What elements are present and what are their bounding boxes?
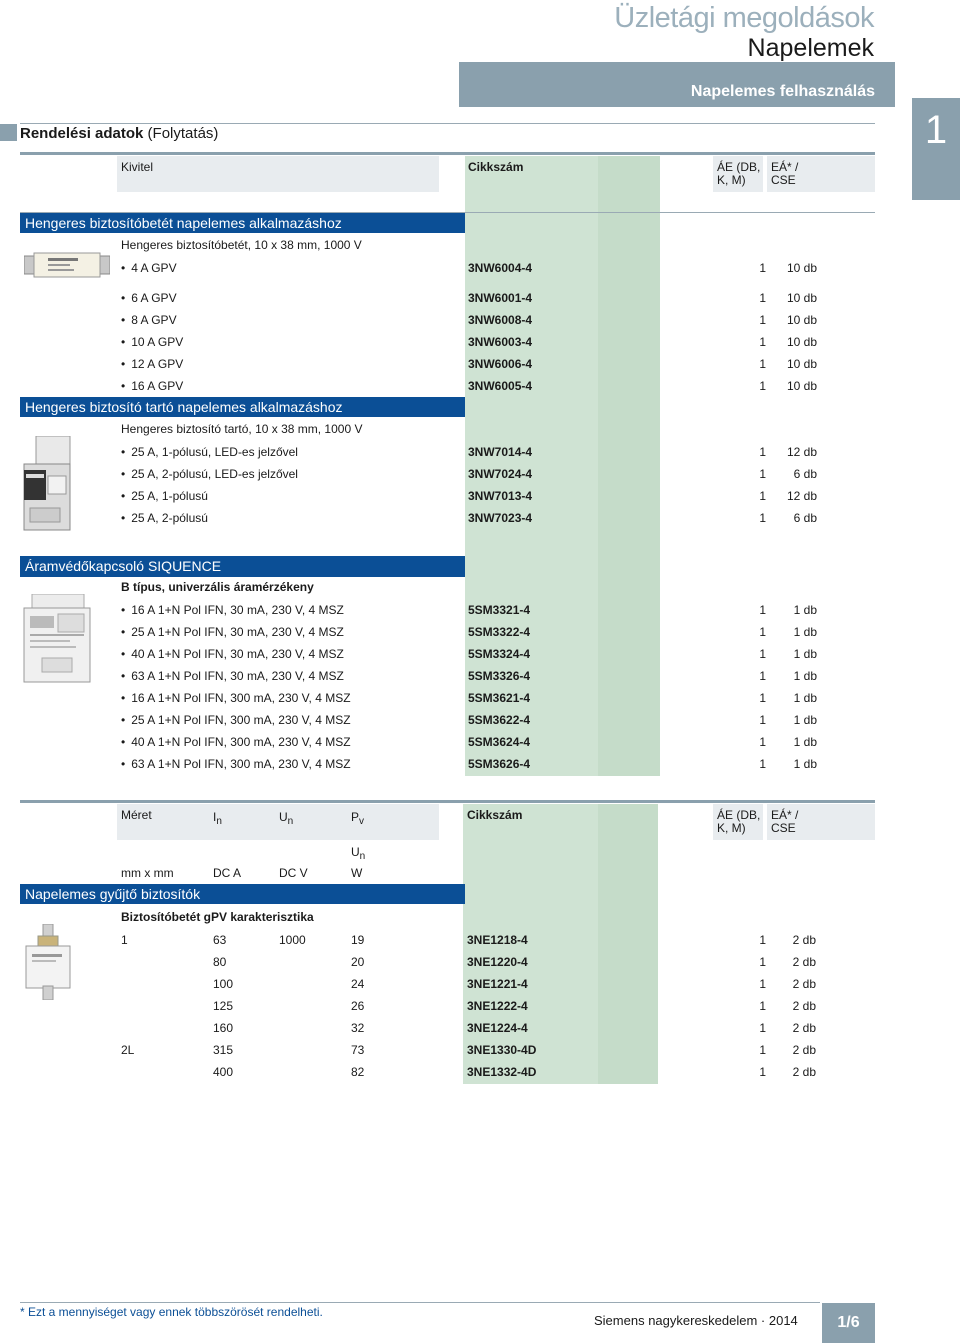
row-code: 3NW7013-4 xyxy=(468,489,533,503)
row-qty: 1 xyxy=(759,603,766,617)
row-desc: • 8 A GPV xyxy=(121,313,177,327)
row-code: 3NW6005-4 xyxy=(468,379,533,393)
row-pack: 2 db xyxy=(792,1021,816,1035)
page-number: 1/6 xyxy=(822,1303,875,1343)
row-pack: 1 db xyxy=(793,625,817,639)
row-desc: • 4 A GPV xyxy=(121,261,177,275)
row-pv: 20 xyxy=(351,955,365,969)
section-subtitle: Hengeres biztosítóbetét, 10 x 38 mm, 1000 V xyxy=(121,238,362,252)
row-code: 3NW6008-4 xyxy=(468,313,533,327)
col-ae: ÁE (DB, xyxy=(717,160,761,174)
row-code: 3NW7014-4 xyxy=(468,445,533,459)
unit-un: DC V xyxy=(279,866,308,880)
row-pack: 1 db xyxy=(793,669,817,683)
col-un xyxy=(279,810,293,829)
row-desc: • 40 A 1+N Pol IFN, 30 mA, 230 V, 4 MSZ xyxy=(121,647,344,661)
title-marker xyxy=(0,124,17,141)
row-code: 5SM3626-4 xyxy=(468,757,531,771)
row-desc: • 25 A, 1-pólusú xyxy=(121,489,208,503)
col-kivitel: Kivitel xyxy=(121,160,154,174)
row-code: 3NW7023-4 xyxy=(468,511,533,525)
unit-in: DC A xyxy=(213,866,242,880)
section-title: Napelemes gyűjtő biztosítók xyxy=(20,884,465,904)
row-pack: 10 db xyxy=(786,313,817,327)
col-ae-2: K, M) xyxy=(717,173,746,187)
row-pv: 24 xyxy=(351,977,365,991)
col-meret: Méret xyxy=(121,808,152,822)
col-un2-sub: n xyxy=(359,851,366,862)
row-desc: • 16 A 1+N Pol IFN, 300 mA, 230 V, 4 MSZ xyxy=(121,691,351,705)
fuse-cartridge-image xyxy=(24,252,110,278)
row-desc: • 6 A GPV xyxy=(121,291,177,305)
header-title: Üzletági megoldások xyxy=(614,2,874,34)
row-code: 3NE1221-4 xyxy=(467,977,528,991)
row-qty: 1 xyxy=(759,625,766,639)
row-qty: 1 xyxy=(759,713,766,727)
col-in-sub: n xyxy=(216,816,222,827)
row-pack: 2 db xyxy=(792,955,816,969)
table2-header-bg xyxy=(117,804,439,840)
row-desc: • 16 A GPV xyxy=(121,379,183,393)
fuse-holder-image xyxy=(22,436,72,532)
row-qty: 1 xyxy=(759,357,766,371)
footer-rule xyxy=(20,1302,820,1303)
section-subtitle: B típus, univerzális áramérzékeny xyxy=(121,580,314,594)
row-desc: • 40 A 1+N Pol IFN, 300 mA, 230 V, 4 MSZ xyxy=(121,735,351,749)
row-qty: 1 xyxy=(759,1021,766,1035)
row-un: 1000 xyxy=(279,933,306,947)
row-pack: 1 db xyxy=(793,713,817,727)
row-in: 400 xyxy=(213,1065,234,1079)
row-desc: • 25 A, 2-pólusú, LED-es jelzővel xyxy=(121,467,298,481)
col-un2-label: U xyxy=(351,845,360,859)
row-pack: 1 db xyxy=(793,603,817,617)
row-desc: • 16 A 1+N Pol IFN, 30 mA, 230 V, 4 MSZ xyxy=(121,603,344,617)
row-code: 3NW6001-4 xyxy=(468,291,533,305)
row-pack: 2 db xyxy=(792,1065,816,1079)
col-cikkszam: Cikkszám xyxy=(467,808,523,822)
row-qty: 1 xyxy=(759,511,766,525)
nh-fuse-image xyxy=(24,924,72,1000)
col-ea-2: CSE xyxy=(771,173,796,187)
row-pack: 1 db xyxy=(793,691,817,705)
row-pack: 2 db xyxy=(792,999,816,1013)
row-code: 3NE1218-4 xyxy=(467,933,528,947)
row-qty: 1 xyxy=(759,335,766,349)
row-qty: 1 xyxy=(759,291,766,305)
row-code: 5SM3621-4 xyxy=(468,691,531,705)
row-desc: • 25 A 1+N Pol IFN, 300 mA, 230 V, 4 MSZ xyxy=(121,713,351,727)
row-pack: 6 db xyxy=(793,467,817,481)
row-pack: 10 db xyxy=(786,291,817,305)
row-qty: 1 xyxy=(759,691,766,705)
section-title: Hengeres biztosítóbetét napelemes alkalmazáshoz xyxy=(20,213,465,233)
col-ae: ÁE (DB, xyxy=(717,808,761,822)
row-in: 315 xyxy=(213,1043,234,1057)
row-desc: • 63 A 1+N Pol IFN, 30 mA, 230 V, 4 MSZ xyxy=(121,669,344,683)
row-qty: 1 xyxy=(759,933,766,947)
row-code: 5SM3326-4 xyxy=(468,669,531,683)
row-pack: 1 db xyxy=(793,757,817,771)
section-band xyxy=(459,62,895,107)
section-title: Hengeres biztosító tartó napelemes alkalmazáshoz xyxy=(20,397,465,417)
row-desc: • 25 A 1+N Pol IFN, 30 mA, 230 V, 4 MSZ xyxy=(121,625,344,639)
section-subtitle: Biztosítóbetét gPV karakterisztika xyxy=(121,910,314,924)
col-pv-label: P xyxy=(351,810,360,824)
unit-meret: mm x mm xyxy=(121,866,174,880)
row-qty: 1 xyxy=(759,735,766,749)
order-title-bold: Rendelési adatok xyxy=(20,125,144,142)
row-qty: 1 xyxy=(759,379,766,393)
col-un-label: U xyxy=(279,810,288,824)
row-code: 3NE1220-4 xyxy=(467,955,528,969)
order-title-rest: (Folytatás) xyxy=(143,125,219,142)
row-code: 5SM3321-4 xyxy=(468,603,531,617)
row-in: 63 xyxy=(213,933,227,947)
header-subtitle: Napelemek xyxy=(747,34,874,62)
section-band-label: Napelemes felhasználás xyxy=(690,83,875,100)
row-in: 160 xyxy=(213,1021,234,1035)
row-in: 125 xyxy=(213,999,234,1013)
col-un2 xyxy=(351,845,365,864)
section-title: Áramvédőkapcsoló SIQUENCE xyxy=(20,556,465,577)
row-qty: 1 xyxy=(759,1065,766,1079)
row-pv: 73 xyxy=(351,1043,365,1057)
row-pack: 2 db xyxy=(792,1043,816,1057)
row-qty: 1 xyxy=(759,977,766,991)
col-pv xyxy=(351,810,364,829)
row-size: 1 xyxy=(121,933,128,947)
row-desc: • 63 A 1+N Pol IFN, 300 mA, 230 V, 4 MSZ xyxy=(121,757,351,771)
table2-code-column-extra xyxy=(598,804,658,1084)
chapter-tab: 1 xyxy=(912,98,960,200)
row-pack: 1 db xyxy=(793,735,817,749)
row-qty: 1 xyxy=(759,445,766,459)
col-in xyxy=(213,810,222,829)
row-pack: 10 db xyxy=(786,335,817,349)
order-title xyxy=(20,125,218,142)
row-code: 3NW6004-4 xyxy=(468,261,533,275)
row-qty: 1 xyxy=(759,1043,766,1057)
row-code: 5SM3624-4 xyxy=(468,735,531,749)
row-pv: 82 xyxy=(351,1065,365,1079)
col-ae-2: K, M) xyxy=(717,821,746,835)
row-qty: 1 xyxy=(759,467,766,481)
section-subtitle: Hengeres biztosító tartó, 10 x 38 mm, 1000 V xyxy=(121,422,363,436)
row-qty: 1 xyxy=(759,669,766,683)
row-code: 3NE1224-4 xyxy=(467,1021,528,1035)
row-qty: 1 xyxy=(759,261,766,275)
row-qty: 1 xyxy=(759,313,766,327)
row-pv: 32 xyxy=(351,1021,365,1035)
col-un-sub: n xyxy=(287,816,294,827)
row-pack: 10 db xyxy=(786,261,817,275)
row-pack: 2 db xyxy=(792,977,816,991)
table1-kivitel-header-bg xyxy=(117,156,439,192)
col-pv-sub: v xyxy=(359,816,365,827)
unit-pv: W xyxy=(351,866,363,880)
row-pack: 2 db xyxy=(792,933,816,947)
row-code: 3NE1332-4D xyxy=(467,1065,537,1079)
col-ea: EÁ* / xyxy=(771,160,799,174)
row-code: 5SM3322-4 xyxy=(468,625,531,639)
row-code: 3NE1222-4 xyxy=(467,999,528,1013)
row-pack: 6 db xyxy=(793,511,817,525)
title-divider xyxy=(20,123,875,124)
col-cikkszam: Cikkszám xyxy=(468,160,524,174)
col-in-label: I xyxy=(213,810,217,824)
row-code: 3NW6006-4 xyxy=(468,357,533,371)
row-code: 3NE1330-4D xyxy=(467,1043,537,1057)
col-ea: EÁ* / xyxy=(771,808,799,822)
row-qty: 1 xyxy=(759,955,766,969)
row-qty: 1 xyxy=(759,999,766,1013)
col-ea-2: CSE xyxy=(771,821,796,835)
row-in: 80 xyxy=(213,955,227,969)
row-pv: 26 xyxy=(351,999,365,1013)
row-qty: 1 xyxy=(759,757,766,771)
row-code: 5SM3622-4 xyxy=(468,713,531,727)
row-qty: 1 xyxy=(759,489,766,503)
row-code: 3NW6003-4 xyxy=(468,335,533,349)
row-desc: • 12 A GPV xyxy=(121,357,183,371)
row-desc: • 25 A, 2-pólusú xyxy=(121,511,208,525)
row-pack: 10 db xyxy=(786,357,817,371)
row-desc: • 10 A GPV xyxy=(121,335,183,349)
footer-publisher: Siemens nagykereskedelem · 2014 xyxy=(594,1313,798,1328)
row-qty: 1 xyxy=(759,647,766,661)
row-code: 3NW7024-4 xyxy=(468,467,533,481)
row-size: 2L xyxy=(121,1043,135,1057)
table1-code-column-extra xyxy=(598,156,660,776)
row-pack: 10 db xyxy=(786,379,817,393)
row-pack: 12 db xyxy=(786,489,817,503)
row-pack: 1 db xyxy=(793,647,817,661)
footer-note: * Ezt a mennyiséget vagy ennek többszörösét rendelheti. xyxy=(20,1305,323,1319)
rcd-image xyxy=(22,594,92,684)
row-code: 5SM3324-4 xyxy=(468,647,531,661)
row-desc: • 25 A, 1-pólusú, LED-es jelzővel xyxy=(121,445,298,459)
row-pack: 12 db xyxy=(786,445,817,459)
table1-top-rule xyxy=(20,152,875,155)
table2-top-rule xyxy=(20,800,875,803)
row-pv: 19 xyxy=(351,933,365,947)
row-in: 100 xyxy=(213,977,234,991)
